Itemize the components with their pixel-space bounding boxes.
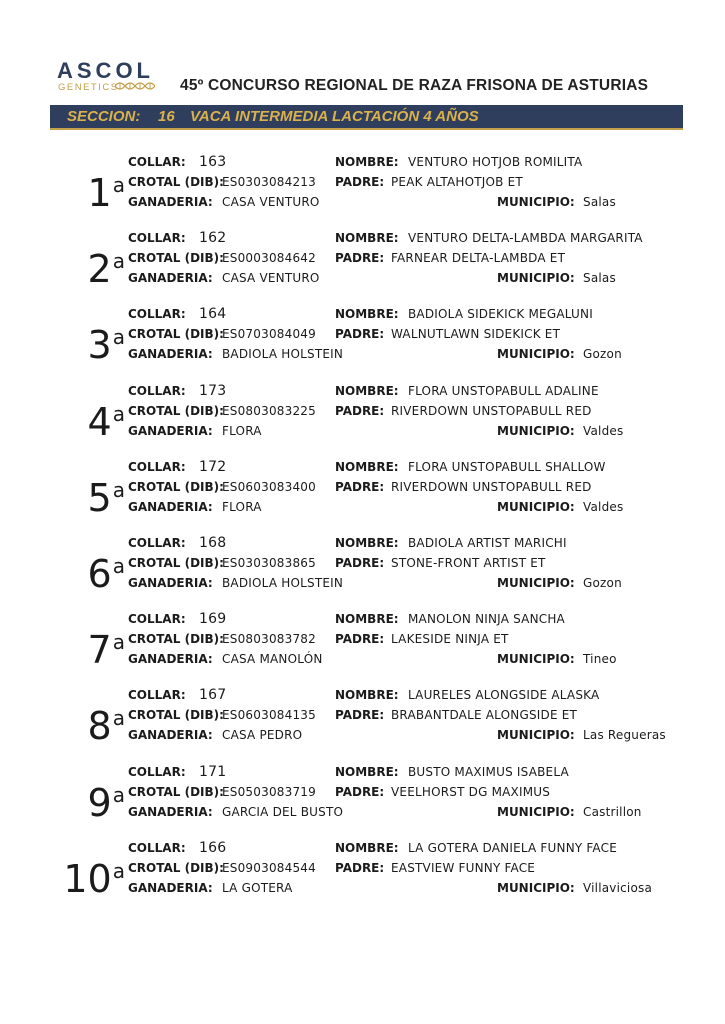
padre-label: PADRE: bbox=[335, 479, 385, 494]
placement-number bbox=[50, 394, 125, 442]
collar-value: 164 bbox=[199, 306, 227, 323]
crotal-label: CROTAL (DIB): bbox=[128, 556, 224, 570]
padre-value: LAKESIDE NINJA ET bbox=[391, 632, 509, 647]
placement-number bbox=[50, 470, 125, 518]
placement-number bbox=[40, 851, 125, 899]
collar-label: COLLAR: bbox=[128, 307, 186, 322]
padre-value: PEAK ALTAHOTJOB ET bbox=[391, 175, 523, 189]
municipio-value: Salas bbox=[583, 195, 616, 209]
nombre-label: NOMBRE: bbox=[335, 231, 399, 246]
placement-digit: 6 bbox=[87, 552, 112, 596]
crotal-label: CROTAL (DIB): bbox=[128, 860, 224, 875]
section-banner bbox=[50, 105, 683, 130]
municipio-value: Salas bbox=[583, 271, 616, 286]
collar-value: 162 bbox=[199, 230, 227, 247]
placement-digit: 5 bbox=[87, 475, 112, 520]
placement-digit: 7 bbox=[87, 628, 112, 673]
padre-label: PADRE: bbox=[335, 708, 385, 723]
collar-value: 168 bbox=[199, 535, 227, 551]
ganaderia-value: CASA VENTURO bbox=[222, 271, 320, 286]
crotal-value: ES0803083782 bbox=[222, 632, 316, 647]
nombre-value: LA GOTERA DANIELA FUNNY FACE bbox=[408, 840, 617, 855]
crotal-value: ES0603083400 bbox=[222, 479, 316, 494]
result-entry bbox=[0, 384, 725, 446]
crotal-label: CROTAL (DIB): bbox=[128, 251, 224, 266]
municipio-label: MUNICIPIO: bbox=[497, 652, 575, 667]
crotal-label: CROTAL (DIB): bbox=[128, 708, 224, 723]
ganaderia-label: GANADERIA: bbox=[128, 499, 213, 514]
placement-ordinal: a bbox=[112, 554, 125, 578]
result-entry bbox=[0, 155, 725, 217]
section-number: 16 bbox=[158, 108, 175, 125]
municipio-value: Las Regueras bbox=[583, 728, 666, 743]
crotal-value: ES0303084213 bbox=[222, 175, 316, 189]
collar-value: 169 bbox=[199, 611, 227, 628]
crotal-label: CROTAL (DIB): bbox=[128, 479, 224, 494]
collar-label: COLLAR: bbox=[128, 459, 186, 474]
padre-value: BRABANTDALE ALONGSIDE ET bbox=[391, 708, 578, 723]
municipio-value: Gozon bbox=[583, 347, 622, 362]
section-name: VACA INTERMEDIA LACTACIÓN 4 AÑOS bbox=[190, 108, 479, 125]
nombre-value: FLORA UNSTOPABULL ADALINE bbox=[408, 383, 599, 398]
placement-ordinal: a bbox=[112, 706, 125, 731]
collar-label: COLLAR: bbox=[128, 231, 186, 246]
crotal-value: ES0903084544 bbox=[222, 860, 316, 875]
nombre-label: NOMBRE: bbox=[335, 155, 399, 169]
nombre-label: NOMBRE: bbox=[335, 764, 399, 779]
placement-digit: 4 bbox=[87, 399, 112, 444]
municipio-value: Tineo bbox=[583, 652, 617, 667]
ganaderia-label: GANADERIA: bbox=[128, 728, 213, 743]
ganaderia-value: GARCIA DEL BUSTO bbox=[222, 804, 344, 819]
collar-value: 167 bbox=[199, 687, 227, 704]
collar-label: COLLAR: bbox=[128, 840, 186, 855]
placement-number bbox=[50, 698, 125, 749]
placement-ordinal: a bbox=[112, 630, 125, 655]
nombre-label: NOMBRE: bbox=[335, 536, 399, 550]
collar-value: 173 bbox=[199, 382, 227, 399]
padre-label: PADRE: bbox=[335, 403, 385, 418]
result-entry bbox=[0, 307, 725, 369]
ganaderia-label: GANADERIA: bbox=[128, 880, 213, 895]
collar-label: COLLAR: bbox=[128, 383, 186, 398]
collar-label: COLLAR: bbox=[128, 536, 186, 550]
padre-value: VEELHORST DG MAXIMUS bbox=[391, 784, 551, 799]
collar-label: COLLAR: bbox=[128, 688, 186, 703]
ascol-logo bbox=[55, 58, 165, 98]
crotal-label: CROTAL (DIB): bbox=[128, 327, 224, 342]
ganaderia-value: BADIOLA HOLSTEIN bbox=[222, 576, 344, 590]
nombre-value: VENTURO DELTA-LAMBDA MARGARITA bbox=[408, 231, 643, 246]
collar-label: COLLAR: bbox=[128, 764, 186, 779]
placement-ordinal: a bbox=[112, 782, 125, 807]
municipio-label: MUNICIPIO: bbox=[497, 576, 575, 590]
placement-digit: 2 bbox=[87, 247, 112, 292]
padre-value: STONE-FRONT ARTIST ET bbox=[391, 556, 546, 570]
nombre-value: BUSTO MAXIMUS ISABELA bbox=[408, 764, 569, 779]
crotal-value: ES0703084049 bbox=[222, 327, 316, 342]
dna-helix-icon bbox=[115, 80, 155, 92]
collar-value: 166 bbox=[199, 839, 227, 856]
placement-digit: 10 bbox=[63, 856, 112, 901]
ganaderia-value: FLORA bbox=[222, 423, 262, 438]
crotal-value: ES0503083719 bbox=[222, 784, 316, 799]
crotal-value: ES0603084135 bbox=[222, 708, 316, 723]
crotal-label: CROTAL (DIB): bbox=[128, 175, 224, 189]
result-entry bbox=[0, 460, 725, 522]
nombre-label: NOMBRE: bbox=[335, 840, 399, 855]
placement-number bbox=[50, 775, 125, 823]
placement-ordinal: a bbox=[112, 249, 125, 274]
placement-number bbox=[50, 622, 125, 673]
placement-ordinal: a bbox=[112, 173, 125, 197]
crotal-label: CROTAL (DIB): bbox=[128, 632, 224, 647]
placement-ordinal: a bbox=[112, 477, 125, 502]
municipio-label: MUNICIPIO: bbox=[497, 195, 575, 209]
ganaderia-value: CASA MANOLÓN bbox=[222, 652, 323, 667]
municipio-value: Villaviciosa bbox=[583, 880, 653, 895]
municipio-value: Valdes bbox=[583, 499, 624, 514]
result-entry bbox=[0, 536, 725, 598]
padre-value: EASTVIEW FUNNY FACE bbox=[391, 860, 536, 875]
municipio-value: Valdes bbox=[583, 423, 624, 438]
municipio-label: MUNICIPIO: bbox=[497, 423, 575, 438]
padre-label: PADRE: bbox=[335, 327, 385, 342]
collar-value: 163 bbox=[199, 154, 227, 170]
logo-subtitle: GENETICS bbox=[58, 82, 119, 93]
ganaderia-label: GANADERIA: bbox=[128, 271, 213, 286]
result-entry bbox=[0, 231, 725, 293]
padre-label: PADRE: bbox=[335, 175, 385, 189]
nombre-label: NOMBRE: bbox=[335, 307, 399, 322]
municipio-label: MUNICIPIO: bbox=[497, 499, 575, 514]
padre-value: RIVERDOWN UNSTOPABULL RED bbox=[391, 479, 592, 494]
padre-label: PADRE: bbox=[335, 632, 385, 647]
result-entry bbox=[0, 841, 725, 903]
nombre-label: NOMBRE: bbox=[335, 688, 399, 703]
logo-wordmark: ASCOL bbox=[57, 58, 154, 83]
nombre-label: NOMBRE: bbox=[335, 459, 399, 474]
collar-label: COLLAR: bbox=[128, 612, 186, 627]
placement-number bbox=[50, 317, 125, 368]
municipio-label: MUNICIPIO: bbox=[497, 880, 575, 895]
crotal-value: ES0003084642 bbox=[222, 251, 316, 266]
placement-digit: 9 bbox=[87, 780, 112, 825]
ganaderia-label: GANADERIA: bbox=[128, 423, 213, 438]
placement-number bbox=[50, 165, 125, 213]
result-entry bbox=[0, 612, 725, 674]
padre-label: PADRE: bbox=[335, 860, 385, 875]
ganaderia-label: GANADERIA: bbox=[128, 804, 213, 819]
result-entry bbox=[0, 765, 725, 827]
nombre-value: MANOLON NINJA SANCHA bbox=[408, 612, 565, 627]
ganaderia-label: GANADERIA: bbox=[128, 195, 213, 209]
ganaderia-label: GANADERIA: bbox=[128, 347, 213, 362]
municipio-value: Castrillon bbox=[583, 804, 642, 819]
nombre-value: LAURELES ALONGSIDE ALASKA bbox=[408, 688, 600, 703]
padre-value: RIVERDOWN UNSTOPABULL RED bbox=[391, 403, 592, 418]
placement-number bbox=[50, 241, 125, 292]
nombre-label: NOMBRE: bbox=[335, 383, 399, 398]
section-label: SECCION: bbox=[67, 108, 141, 125]
ganaderia-value: BADIOLA HOLSTEIN bbox=[222, 347, 344, 362]
crotal-label: CROTAL (DIB): bbox=[128, 403, 224, 418]
municipio-label: MUNICIPIO: bbox=[497, 728, 575, 743]
municipio-label: MUNICIPIO: bbox=[497, 804, 575, 819]
placement-ordinal: a bbox=[112, 325, 125, 350]
result-entry bbox=[0, 688, 725, 750]
placement-ordinal: a bbox=[112, 401, 125, 426]
nombre-value: BADIOLA SIDEKICK MEGALUNI bbox=[408, 307, 593, 322]
ganaderia-value: FLORA bbox=[222, 499, 262, 514]
nombre-label: NOMBRE: bbox=[335, 612, 399, 627]
nombre-value: VENTURO HOTJOB ROMILITA bbox=[408, 155, 583, 169]
padre-value: FARNEAR DELTA-LAMBDA ET bbox=[391, 251, 566, 266]
collar-label: COLLAR: bbox=[128, 155, 186, 169]
placement-digit: 1 bbox=[87, 171, 112, 215]
ganaderia-value: CASA PEDRO bbox=[222, 728, 303, 743]
placement-digit: 3 bbox=[87, 323, 112, 368]
municipio-label: MUNICIPIO: bbox=[497, 271, 575, 286]
ganaderia-value: CASA VENTURO bbox=[222, 195, 320, 209]
crotal-label: CROTAL (DIB): bbox=[128, 784, 224, 799]
padre-label: PADRE: bbox=[335, 251, 385, 266]
municipio-value: Gozon bbox=[583, 576, 622, 590]
padre-label: PADRE: bbox=[335, 784, 385, 799]
nombre-value: FLORA UNSTOPABULL SHALLOW bbox=[408, 459, 606, 474]
placement-ordinal: a bbox=[112, 858, 125, 883]
padre-label: PADRE: bbox=[335, 556, 385, 570]
collar-value: 171 bbox=[199, 763, 227, 780]
nombre-value: BADIOLA ARTIST MARICHI bbox=[408, 536, 567, 550]
collar-value: 172 bbox=[199, 458, 227, 475]
placement-digit: 8 bbox=[87, 704, 112, 749]
crotal-value: ES0803083225 bbox=[222, 403, 316, 418]
municipio-label: MUNICIPIO: bbox=[497, 347, 575, 362]
crotal-value: ES0303083865 bbox=[222, 556, 316, 570]
ganaderia-label: GANADERIA: bbox=[128, 652, 213, 667]
ganaderia-label: GANADERIA: bbox=[128, 576, 213, 590]
ganaderia-value: LA GOTERA bbox=[222, 880, 293, 895]
placement-number bbox=[50, 546, 125, 594]
contest-title: 45º CONCURSO REGIONAL DE RAZA FRISONA DE ASTURIAS bbox=[180, 77, 649, 94]
padre-value: WALNUTLAWN SIDEKICK ET bbox=[391, 327, 561, 342]
